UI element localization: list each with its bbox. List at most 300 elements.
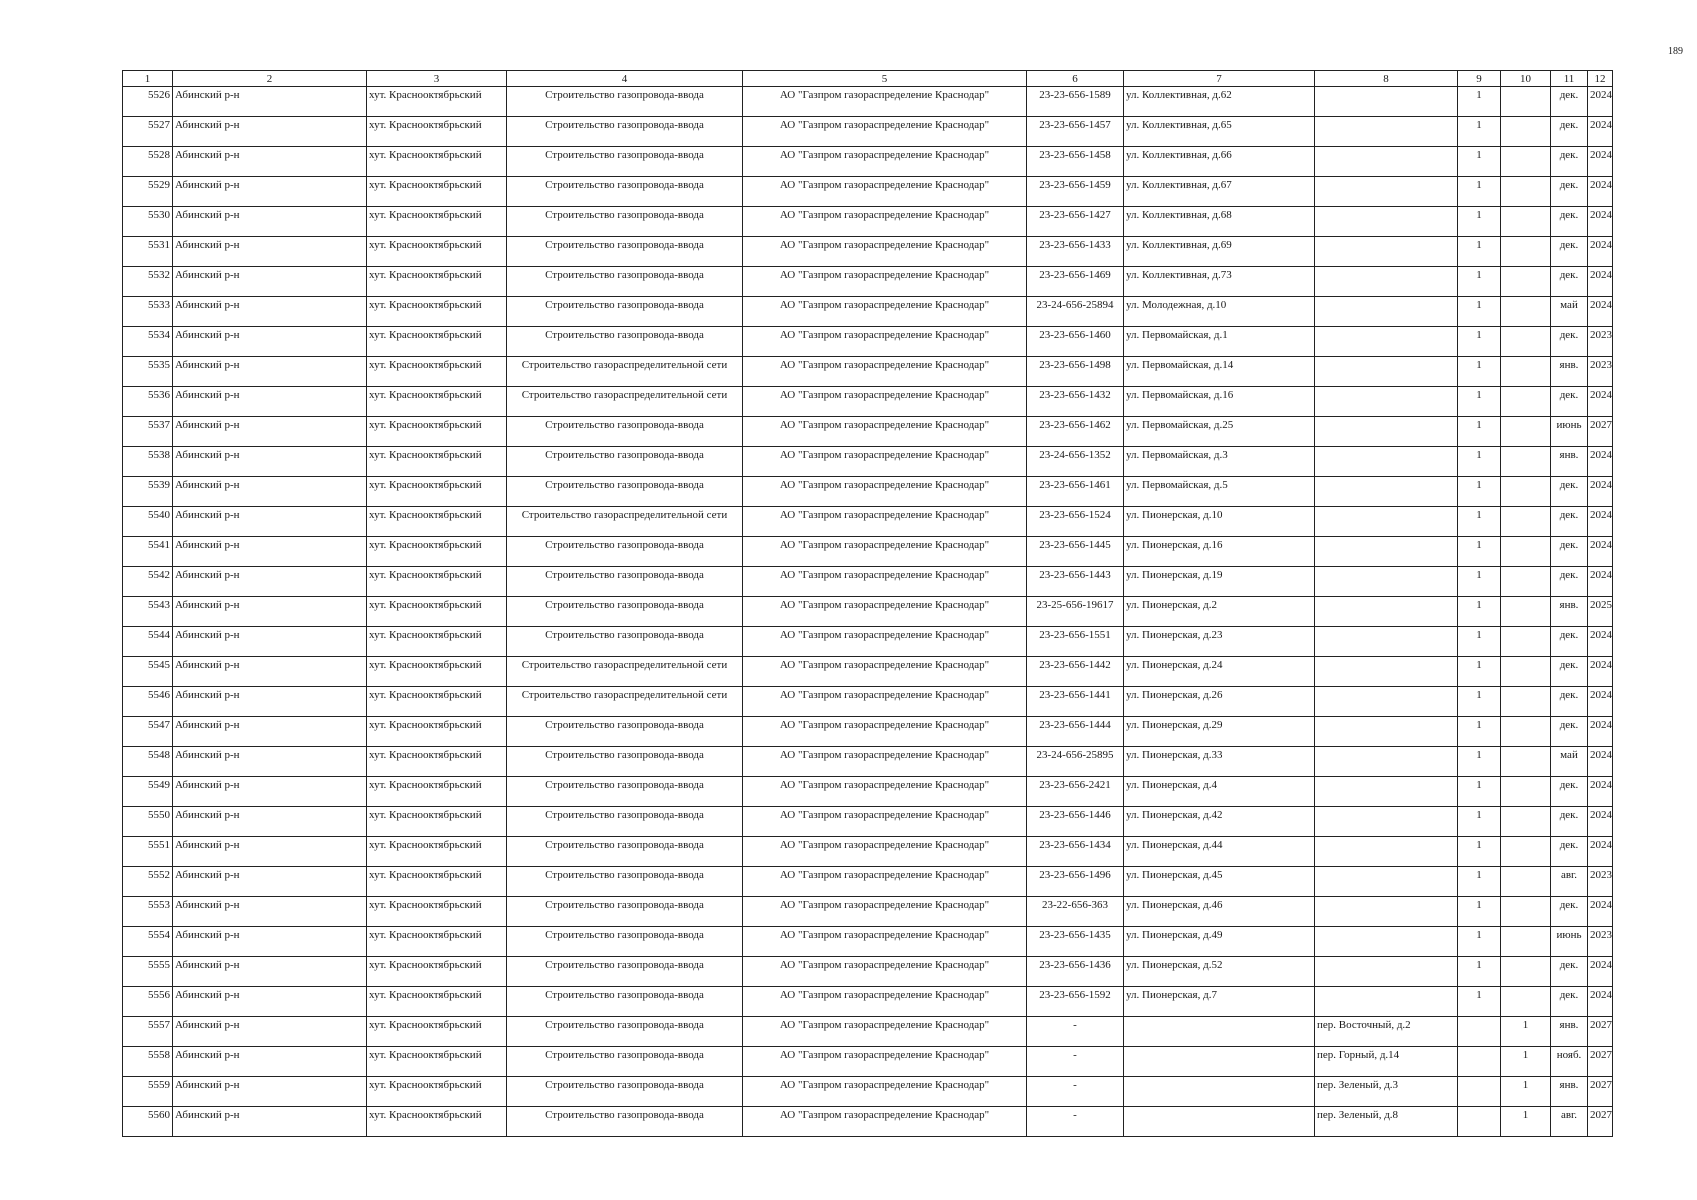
address-col7-cell: ул. Пионерская, д.2: [1124, 597, 1315, 627]
address-col8-cell: [1315, 987, 1458, 1017]
count-col10-cell: [1501, 327, 1551, 357]
district-cell: Абинский р-н: [173, 927, 367, 957]
count-col10-cell: [1501, 147, 1551, 177]
year-cell: 2023: [1588, 867, 1613, 897]
organization-cell: АО "Газпром газораспределение Краснодар": [743, 657, 1027, 687]
count-col10-cell: [1501, 387, 1551, 417]
district-cell: Абинский р-н: [173, 507, 367, 537]
organization-cell: АО "Газпром газораспределение Краснодар": [743, 357, 1027, 387]
settlement-cell: хут. Краснооктябрьский: [367, 147, 507, 177]
count-col10-cell: [1501, 447, 1551, 477]
organization-cell: АО "Газпром газораспределение Краснодар": [743, 867, 1027, 897]
column-header-9: 9: [1458, 71, 1501, 87]
district-cell: Абинский р-н: [173, 147, 367, 177]
application-number-cell: 23-23-656-1496: [1027, 867, 1124, 897]
address-col8-cell: [1315, 87, 1458, 117]
year-cell: 2024: [1588, 507, 1613, 537]
table-row: [123, 567, 1613, 597]
month-cell: дек.: [1551, 387, 1588, 417]
table-row: [123, 177, 1613, 207]
year-cell: 2024: [1588, 747, 1613, 777]
organization-cell: АО "Газпром газораспределение Краснодар": [743, 747, 1027, 777]
row-number-cell: 5556: [123, 987, 173, 1017]
address-col7-cell: ул. Пионерская, д.26: [1124, 687, 1315, 717]
work-type-cell: Строительство газопровода-ввода: [507, 567, 743, 597]
month-cell: дек.: [1551, 147, 1588, 177]
application-number-cell: -: [1027, 1077, 1124, 1107]
year-cell: 2024: [1588, 237, 1613, 267]
work-type-cell: Строительство газопровода-ввода: [507, 297, 743, 327]
count-col10-cell: [1501, 177, 1551, 207]
count-col9-cell: 1: [1458, 117, 1501, 147]
row-number-cell: 5544: [123, 627, 173, 657]
table-body: [123, 87, 1613, 1137]
count-col9-cell: 1: [1458, 537, 1501, 567]
row-number-cell: 5546: [123, 687, 173, 717]
count-col9-cell: 1: [1458, 837, 1501, 867]
application-number-cell: 23-23-656-1461: [1027, 477, 1124, 507]
table-row: [123, 507, 1613, 537]
count-col10-cell: [1501, 777, 1551, 807]
settlement-cell: хут. Краснооктябрьский: [367, 417, 507, 447]
row-number-cell: 5557: [123, 1017, 173, 1047]
column-header-12: 12: [1588, 71, 1613, 87]
organization-cell: АО "Газпром газораспределение Краснодар": [743, 327, 1027, 357]
table-row: [123, 657, 1613, 687]
address-col8-cell: [1315, 687, 1458, 717]
district-cell: Абинский р-н: [173, 207, 367, 237]
address-col7-cell: [1124, 1107, 1315, 1137]
district-cell: Абинский р-н: [173, 687, 367, 717]
settlement-cell: хут. Краснооктябрьский: [367, 627, 507, 657]
column-header-8: 8: [1315, 71, 1458, 87]
row-number-cell: 5536: [123, 387, 173, 417]
address-col7-cell: [1124, 1047, 1315, 1077]
count-col10-cell: [1501, 927, 1551, 957]
row-number-cell: 5539: [123, 477, 173, 507]
table-row: [123, 1107, 1613, 1137]
table-row: [123, 1047, 1613, 1077]
organization-cell: АО "Газпром газораспределение Краснодар": [743, 597, 1027, 627]
month-cell: дек.: [1551, 507, 1588, 537]
application-number-cell: 23-23-656-1444: [1027, 717, 1124, 747]
month-cell: дек.: [1551, 237, 1588, 267]
table-row: [123, 147, 1613, 177]
count-col9-cell: 1: [1458, 867, 1501, 897]
table-row: [123, 387, 1613, 417]
year-cell: 2024: [1588, 147, 1613, 177]
count-col9-cell: 1: [1458, 147, 1501, 177]
work-type-cell: Строительство газопровода-ввода: [507, 897, 743, 927]
address-col8-cell: [1315, 267, 1458, 297]
address-col7-cell: ул. Коллективная, д.73: [1124, 267, 1315, 297]
month-cell: дек.: [1551, 267, 1588, 297]
count-col10-cell: [1501, 687, 1551, 717]
table-row: [123, 807, 1613, 837]
application-number-cell: 23-23-656-1458: [1027, 147, 1124, 177]
settlement-cell: хут. Краснооктябрьский: [367, 117, 507, 147]
row-number-cell: 5542: [123, 567, 173, 597]
table-row: [123, 687, 1613, 717]
year-cell: 2024: [1588, 657, 1613, 687]
settlement-cell: хут. Краснооктябрьский: [367, 327, 507, 357]
address-col7-cell: ул. Пионерская, д.23: [1124, 627, 1315, 657]
application-number-cell: 23-23-656-1592: [1027, 987, 1124, 1017]
address-col8-cell: [1315, 567, 1458, 597]
work-type-cell: Строительство газопровода-ввода: [507, 117, 743, 147]
organization-cell: АО "Газпром газораспределение Краснодар": [743, 927, 1027, 957]
year-cell: 2024: [1588, 837, 1613, 867]
work-type-cell: Строительство газопровода-ввода: [507, 597, 743, 627]
month-cell: янв.: [1551, 1077, 1588, 1107]
month-cell: июнь: [1551, 927, 1588, 957]
organization-cell: АО "Газпром газораспределение Краснодар": [743, 1077, 1027, 1107]
month-cell: дек.: [1551, 657, 1588, 687]
application-number-cell: 23-24-656-25894: [1027, 297, 1124, 327]
address-col8-cell: [1315, 237, 1458, 267]
work-type-cell: Строительство газопровода-ввода: [507, 927, 743, 957]
organization-cell: АО "Газпром газораспределение Краснодар": [743, 537, 1027, 567]
year-cell: 2024: [1588, 447, 1613, 477]
month-cell: янв.: [1551, 1017, 1588, 1047]
table-row: [123, 1017, 1613, 1047]
count-col10-cell: 1: [1501, 1017, 1551, 1047]
organization-cell: АО "Газпром газораспределение Краснодар": [743, 507, 1027, 537]
organization-cell: АО "Газпром газораспределение Краснодар": [743, 1107, 1027, 1137]
address-col8-cell: пер. Восточный, д.2: [1315, 1017, 1458, 1047]
organization-cell: АО "Газпром газораспределение Краснодар": [743, 717, 1027, 747]
district-cell: Абинский р-н: [173, 537, 367, 567]
year-cell: 2024: [1588, 477, 1613, 507]
work-type-cell: Строительство газопровода-ввода: [507, 1107, 743, 1137]
address-col8-cell: [1315, 207, 1458, 237]
address-col7-cell: ул. Первомайская, д.25: [1124, 417, 1315, 447]
address-col8-cell: пер. Зеленый, д.3: [1315, 1077, 1458, 1107]
settlement-cell: хут. Краснооктябрьский: [367, 687, 507, 717]
district-cell: Абинский р-н: [173, 897, 367, 927]
count-col9-cell: 1: [1458, 807, 1501, 837]
count-col9-cell: [1458, 1047, 1501, 1077]
district-cell: Абинский р-н: [173, 267, 367, 297]
row-number-cell: 5527: [123, 117, 173, 147]
address-col8-cell: [1315, 537, 1458, 567]
count-col10-cell: [1501, 207, 1551, 237]
district-cell: Абинский р-н: [173, 447, 367, 477]
organization-cell: АО "Газпром газораспределение Краснодар": [743, 177, 1027, 207]
settlement-cell: хут. Краснооктябрьский: [367, 507, 507, 537]
table-row: [123, 897, 1613, 927]
organization-cell: АО "Газпром газораспределение Краснодар": [743, 477, 1027, 507]
count-col10-cell: [1501, 117, 1551, 147]
row-number-cell: 5538: [123, 447, 173, 477]
month-cell: дек.: [1551, 837, 1588, 867]
district-cell: Абинский р-н: [173, 327, 367, 357]
address-col8-cell: [1315, 387, 1458, 417]
count-col9-cell: 1: [1458, 507, 1501, 537]
gas-connection-register-table: [122, 70, 1613, 1137]
application-number-cell: 23-23-656-1443: [1027, 567, 1124, 597]
organization-cell: АО "Газпром газораспределение Краснодар": [743, 897, 1027, 927]
work-type-cell: Строительство газораспределительной сети: [507, 687, 743, 717]
count-col10-cell: 1: [1501, 1077, 1551, 1107]
address-col7-cell: [1124, 1077, 1315, 1107]
work-type-cell: Строительство газопровода-ввода: [507, 267, 743, 297]
settlement-cell: хут. Краснооктябрьский: [367, 597, 507, 627]
count-col9-cell: 1: [1458, 657, 1501, 687]
count-col10-cell: [1501, 717, 1551, 747]
settlement-cell: хут. Краснооктябрьский: [367, 207, 507, 237]
work-type-cell: Строительство газопровода-ввода: [507, 1077, 743, 1107]
district-cell: Абинский р-н: [173, 87, 367, 117]
application-number-cell: 23-23-656-1441: [1027, 687, 1124, 717]
district-cell: Абинский р-н: [173, 717, 367, 747]
month-cell: янв.: [1551, 357, 1588, 387]
row-number-cell: 5555: [123, 957, 173, 987]
settlement-cell: хут. Краснооктябрьский: [367, 867, 507, 897]
address-col8-cell: [1315, 597, 1458, 627]
organization-cell: АО "Газпром газораспределение Краснодар": [743, 957, 1027, 987]
table-row: [123, 357, 1613, 387]
organization-cell: АО "Газпром газораспределение Краснодар": [743, 1047, 1027, 1077]
address-col8-cell: [1315, 147, 1458, 177]
work-type-cell: Строительство газопровода-ввода: [507, 747, 743, 777]
row-number-cell: 5534: [123, 327, 173, 357]
count-col9-cell: 1: [1458, 747, 1501, 777]
district-cell: Абинский р-н: [173, 477, 367, 507]
count-col9-cell: 1: [1458, 897, 1501, 927]
organization-cell: АО "Газпром газораспределение Краснодар": [743, 567, 1027, 597]
address-col7-cell: ул. Первомайская, д.3: [1124, 447, 1315, 477]
district-cell: Абинский р-н: [173, 117, 367, 147]
year-cell: 2024: [1588, 807, 1613, 837]
address-col8-cell: [1315, 837, 1458, 867]
settlement-cell: хут. Краснооктябрьский: [367, 357, 507, 387]
district-cell: Абинский р-н: [173, 867, 367, 897]
organization-cell: АО "Газпром газораспределение Краснодар": [743, 207, 1027, 237]
district-cell: Абинский р-н: [173, 627, 367, 657]
address-col7-cell: ул. Пионерская, д.16: [1124, 537, 1315, 567]
year-cell: 2024: [1588, 777, 1613, 807]
application-number-cell: 23-24-656-1352: [1027, 447, 1124, 477]
row-number-cell: 5540: [123, 507, 173, 537]
column-header-3: 3: [367, 71, 507, 87]
application-number-cell: -: [1027, 1047, 1124, 1077]
address-col8-cell: [1315, 627, 1458, 657]
settlement-cell: хут. Краснооктябрьский: [367, 807, 507, 837]
settlement-cell: хут. Краснооктябрьский: [367, 567, 507, 597]
application-number-cell: 23-22-656-363: [1027, 897, 1124, 927]
month-cell: дек.: [1551, 327, 1588, 357]
count-col9-cell: 1: [1458, 477, 1501, 507]
year-cell: 2024: [1588, 267, 1613, 297]
table-row: [123, 87, 1613, 117]
month-cell: июнь: [1551, 417, 1588, 447]
table-row: [123, 207, 1613, 237]
row-number-cell: 5543: [123, 597, 173, 627]
table-row: [123, 597, 1613, 627]
application-number-cell: 23-25-656-19617: [1027, 597, 1124, 627]
year-cell: 2024: [1588, 627, 1613, 657]
settlement-cell: хут. Краснооктябрьский: [367, 717, 507, 747]
work-type-cell: Строительство газопровода-ввода: [507, 957, 743, 987]
application-number-cell: 23-23-656-1460: [1027, 327, 1124, 357]
work-type-cell: Строительство газопровода-ввода: [507, 1047, 743, 1077]
settlement-cell: хут. Краснооктябрьский: [367, 477, 507, 507]
work-type-cell: Строительство газопровода-ввода: [507, 477, 743, 507]
column-header-5: 5: [743, 71, 1027, 87]
district-cell: Абинский р-н: [173, 837, 367, 867]
settlement-cell: хут. Краснооктябрьский: [367, 267, 507, 297]
work-type-cell: Строительство газопровода-ввода: [507, 447, 743, 477]
column-header-11: 11: [1551, 71, 1588, 87]
address-col8-cell: [1315, 777, 1458, 807]
row-number-cell: 5559: [123, 1077, 173, 1107]
district-cell: Абинский р-н: [173, 357, 367, 387]
organization-cell: АО "Газпром газораспределение Краснодар": [743, 297, 1027, 327]
year-cell: 2024: [1588, 687, 1613, 717]
count-col9-cell: [1458, 1017, 1501, 1047]
address-col7-cell: ул. Пионерская, д.44: [1124, 837, 1315, 867]
count-col10-cell: [1501, 237, 1551, 267]
count-col9-cell: 1: [1458, 207, 1501, 237]
address-col7-cell: ул. Пионерская, д.46: [1124, 897, 1315, 927]
count-col10-cell: [1501, 597, 1551, 627]
month-cell: дек.: [1551, 897, 1588, 927]
organization-cell: АО "Газпром газораспределение Краснодар": [743, 267, 1027, 297]
application-number-cell: 23-23-656-1435: [1027, 927, 1124, 957]
year-cell: 2024: [1588, 387, 1613, 417]
district-cell: Абинский р-н: [173, 387, 367, 417]
settlement-cell: хут. Краснооктябрьский: [367, 1077, 507, 1107]
address-col7-cell: ул. Пионерская, д.42: [1124, 807, 1315, 837]
district-cell: Абинский р-н: [173, 807, 367, 837]
organization-cell: АО "Газпром газораспределение Краснодар": [743, 147, 1027, 177]
count-col9-cell: 1: [1458, 387, 1501, 417]
address-col7-cell: ул. Коллективная, д.65: [1124, 117, 1315, 147]
address-col8-cell: [1315, 177, 1458, 207]
work-type-cell: Строительство газопровода-ввода: [507, 1017, 743, 1047]
address-col7-cell: ул. Пионерская, д.29: [1124, 717, 1315, 747]
application-number-cell: 23-23-656-1446: [1027, 807, 1124, 837]
work-type-cell: Строительство газопровода-ввода: [507, 537, 743, 567]
application-number-cell: 23-23-656-1432: [1027, 387, 1124, 417]
year-cell: 2024: [1588, 87, 1613, 117]
month-cell: дек.: [1551, 957, 1588, 987]
table-row: [123, 837, 1613, 867]
settlement-cell: хут. Краснооктябрьский: [367, 1047, 507, 1077]
settlement-cell: хут. Краснооктябрьский: [367, 387, 507, 417]
row-number-cell: 5526: [123, 87, 173, 117]
application-number-cell: 23-23-656-1589: [1027, 87, 1124, 117]
count-col9-cell: 1: [1458, 687, 1501, 717]
address-col8-cell: [1315, 747, 1458, 777]
district-cell: Абинский р-н: [173, 297, 367, 327]
count-col10-cell: [1501, 417, 1551, 447]
address-col8-cell: [1315, 657, 1458, 687]
address-col7-cell: ул. Пионерская, д.19: [1124, 567, 1315, 597]
year-cell: 2027: [1588, 1017, 1613, 1047]
count-col9-cell: 1: [1458, 357, 1501, 387]
district-cell: Абинский р-н: [173, 177, 367, 207]
address-col8-cell: [1315, 507, 1458, 537]
column-header-7: 7: [1124, 71, 1315, 87]
count-col9-cell: 1: [1458, 447, 1501, 477]
table-row: [123, 1077, 1613, 1107]
work-type-cell: Строительство газопровода-ввода: [507, 987, 743, 1017]
district-cell: Абинский р-н: [173, 417, 367, 447]
row-number-cell: 5547: [123, 717, 173, 747]
row-number-cell: 5531: [123, 237, 173, 267]
address-col7-cell: ул. Коллективная, д.62: [1124, 87, 1315, 117]
count-col9-cell: 1: [1458, 327, 1501, 357]
district-cell: Абинский р-н: [173, 1047, 367, 1077]
column-header-2: 2: [173, 71, 367, 87]
work-type-cell: Строительство газопровода-ввода: [507, 717, 743, 747]
address-col7-cell: ул. Молодежная, д.10: [1124, 297, 1315, 327]
table-row: [123, 927, 1613, 957]
row-number-cell: 5541: [123, 537, 173, 567]
count-col10-cell: [1501, 957, 1551, 987]
row-number-cell: 5545: [123, 657, 173, 687]
organization-cell: АО "Газпром газораспределение Краснодар": [743, 687, 1027, 717]
application-number-cell: 23-23-656-1459: [1027, 177, 1124, 207]
address-col8-cell: [1315, 447, 1458, 477]
address-col8-cell: [1315, 117, 1458, 147]
row-number-cell: 5553: [123, 897, 173, 927]
address-col7-cell: [1124, 1017, 1315, 1047]
year-cell: 2023: [1588, 327, 1613, 357]
address-col8-cell: [1315, 867, 1458, 897]
row-number-cell: 5554: [123, 927, 173, 957]
district-cell: Абинский р-н: [173, 1107, 367, 1137]
organization-cell: АО "Газпром газораспределение Краснодар": [743, 387, 1027, 417]
settlement-cell: хут. Краснооктябрьский: [367, 1017, 507, 1047]
table-row: [123, 117, 1613, 147]
work-type-cell: Строительство газопровода-ввода: [507, 627, 743, 657]
address-col7-cell: ул. Коллективная, д.69: [1124, 237, 1315, 267]
address-col7-cell: ул. Пионерская, д.52: [1124, 957, 1315, 987]
count-col10-cell: [1501, 507, 1551, 537]
count-col10-cell: [1501, 837, 1551, 867]
table-row: [123, 267, 1613, 297]
count-col9-cell: 1: [1458, 177, 1501, 207]
address-col7-cell: ул. Пионерская, д.7: [1124, 987, 1315, 1017]
address-col7-cell: ул. Первомайская, д.14: [1124, 357, 1315, 387]
year-cell: 2024: [1588, 897, 1613, 927]
address-col8-cell: [1315, 327, 1458, 357]
address-col8-cell: [1315, 897, 1458, 927]
application-number-cell: 23-23-656-2421: [1027, 777, 1124, 807]
application-number-cell: 23-23-656-1524: [1027, 507, 1124, 537]
settlement-cell: хут. Краснооктябрьский: [367, 987, 507, 1017]
work-type-cell: Строительство газопровода-ввода: [507, 147, 743, 177]
count-col10-cell: [1501, 627, 1551, 657]
column-header-1: 1: [123, 71, 173, 87]
table-row: [123, 327, 1613, 357]
month-cell: янв.: [1551, 447, 1588, 477]
count-col10-cell: [1501, 357, 1551, 387]
count-col10-cell: [1501, 267, 1551, 297]
year-cell: 2023: [1588, 357, 1613, 387]
column-header-10: 10: [1501, 71, 1551, 87]
address-col7-cell: ул. Коллективная, д.67: [1124, 177, 1315, 207]
row-number-cell: 5537: [123, 417, 173, 447]
application-number-cell: 23-23-656-1551: [1027, 627, 1124, 657]
count-col9-cell: 1: [1458, 87, 1501, 117]
row-number-cell: 5548: [123, 747, 173, 777]
count-col9-cell: 1: [1458, 267, 1501, 297]
settlement-cell: хут. Краснооктябрьский: [367, 1107, 507, 1137]
